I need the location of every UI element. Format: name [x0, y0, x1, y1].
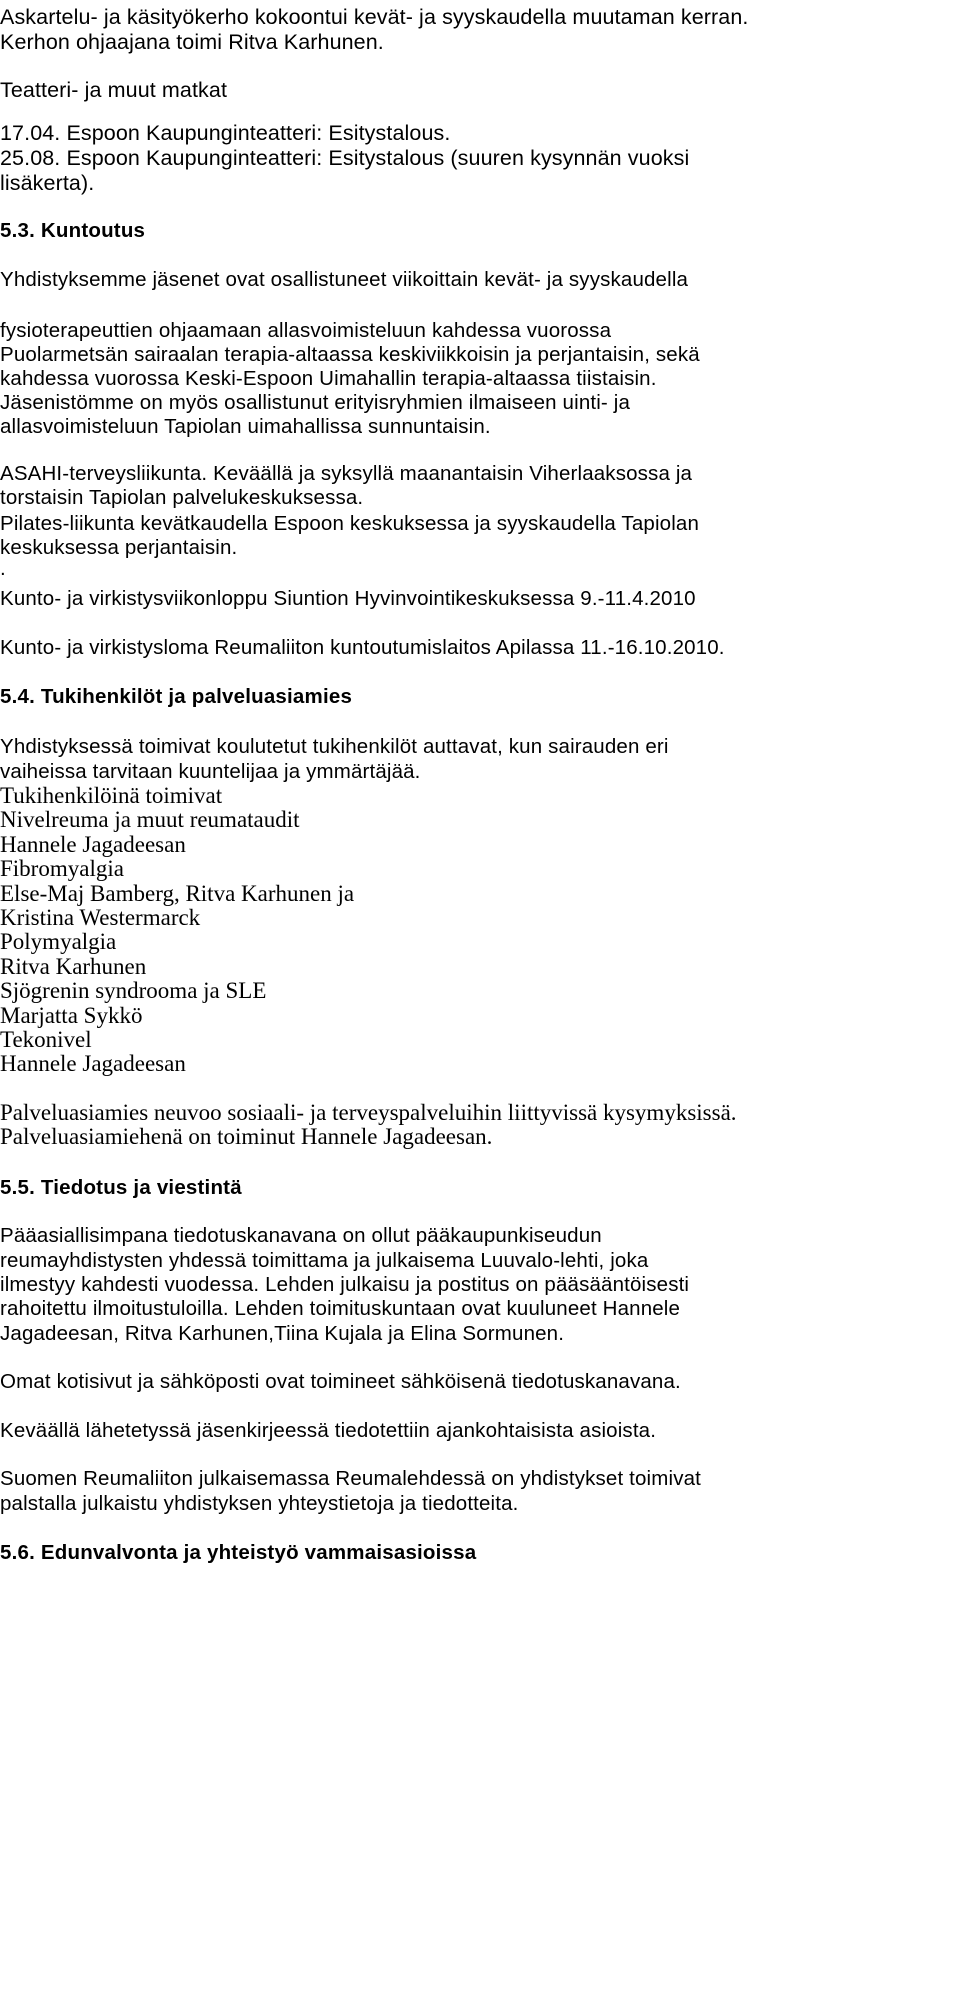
- intro-line: Askartelu- ja käsityökerho kokoontui kevät- ja syyskaudella muutaman kerran.: [0, 5, 749, 29]
- paragraph-line: Yhdistyksemme jäsenet ovat osallistuneet viikoittain kevät- ja syyskaudella: [0, 268, 689, 291]
- section-heading-5-3: 5.3. Kuntoutus: [0, 219, 146, 242]
- paragraph-line: vaiheissa tarvitaan kuuntelijaa ja ymmärtäjää.: [0, 760, 421, 783]
- intro-line: 17.04. Espoon Kaupunginteatteri: Esitystalous.: [0, 121, 451, 145]
- paragraph-line: Pääasiallisimpana tiedotuskanavana on ollut pääkaupunkiseudun: [0, 1224, 602, 1247]
- paragraph-line: Keväällä lähetetyssä jäsenkirjeessä tiedotettiin ajankohtaisista asioista.: [0, 1419, 657, 1442]
- section-heading-5-4: 5.4. Tukihenkilöt ja palveluasiamies: [0, 685, 353, 708]
- paragraph-line: Suomen Reumaliiton julkaisemassa Reumalehdessä on yhdistykset toimivat: [0, 1467, 701, 1490]
- support-list-line: Kristina Westermarck: [0, 905, 201, 930]
- support-list-line: Tukihenkilöinä toimivat: [0, 783, 223, 808]
- support-list-line: Hannele Jagadeesan: [0, 1051, 186, 1076]
- support-list-line: Sjögrenin syndrooma ja SLE: [0, 978, 267, 1003]
- support-list-line: Fibromyalgia: [0, 856, 124, 881]
- support-list-line: Ritva Karhunen: [0, 954, 147, 979]
- paragraph-line: reumayhdistysten yhdessä toimittama ja julkaisema Luuvalo-lehti, joka: [0, 1249, 649, 1272]
- paragraph-line: rahoitettu ilmoitustuloilla. Lehden toimituskuntaan ovat kuuluneet Hannele: [0, 1297, 681, 1320]
- paragraph-line: keskuksessa perjantaisin.: [0, 536, 238, 559]
- paragraph-line: torstaisin Tapiolan palvelukeskuksessa.: [0, 486, 364, 509]
- paragraph-line: ilmestyy kahdesti vuodessa. Lehden julkaisu ja postitus on pääsääntöisesti: [0, 1273, 690, 1296]
- paragraph-line: Yhdistyksessä toimivat koulutetut tukihenkilöt auttavat, kun sairauden eri: [0, 735, 669, 758]
- paragraph-line: Omat kotisivut ja sähköposti ovat toimineet sähköisenä tiedotuskanavana.: [0, 1370, 681, 1393]
- paragraph-line: Pilates-liikunta kevätkaudella Espoon keskuksessa ja syyskaudella Tapiolan: [0, 512, 700, 535]
- intro-line: Teatteri- ja muut matkat: [0, 78, 228, 102]
- support-list-line: Else-Maj Bamberg, Ritva Karhunen ja: [0, 881, 355, 906]
- closing-line: Palveluasiamiehenä on toiminut Hannele Jagadeesan.: [0, 1124, 493, 1149]
- support-list-line: Tekonivel: [0, 1027, 92, 1052]
- paragraph-line: Jäsenistömme on myös osallistunut erityisryhmien ilmaiseen uinti- ja: [0, 391, 630, 414]
- support-list-line: Polymyalgia: [0, 929, 117, 954]
- paragraph-line: Jagadeesan, Ritva Karhunen,Tiina Kujala ja Elina Sormunen.: [0, 1322, 565, 1345]
- intro-line: Kerhon ohjaajana toimi Ritva Karhunen.: [0, 30, 384, 54]
- paragraph-line: Kunto- ja virkistysviikonloppu Siuntion Hyvinvointikeskuksessa 9.-11.4.2010: [0, 587, 696, 610]
- paragraph-line: ASAHI-terveysliikunta. Keväällä ja syksyllä maanantaisin Viherlaaksossa ja: [0, 462, 693, 485]
- intro-line: 25.08. Espoon Kaupunginteatteri: Esitystalous (suuren kysynnän vuoksi: [0, 146, 690, 170]
- paragraph-line: Puolarmetsän sairaalan terapia-altaassa keskiviikkoisin ja perjantaisin, sekä: [0, 343, 700, 366]
- paragraph-line: allasvoimisteluun Tapiolan uimahallissa sunnuntaisin.: [0, 415, 491, 438]
- section-heading-5-5: 5.5. Tiedotus ja viestintä: [0, 1176, 242, 1199]
- section-heading-5-6: 5.6. Edunvalvonta ja yhteistyö vammaisasioissa: [0, 1541, 477, 1564]
- support-list-line: Marjatta Sykkö: [0, 1003, 143, 1028]
- closing-line: Palveluasiamies neuvoo sosiaali- ja terveyspalveluihin liittyvissä kysymyksissä.: [0, 1100, 737, 1125]
- intro-line: lisäkerta).: [0, 171, 95, 195]
- support-list-line: Hannele Jagadeesan: [0, 832, 186, 857]
- paragraph-line: Kunto- ja virkistysloma Reumaliiton kuntoutumislaitos Apilassa 11.-16.10.2010.: [0, 636, 725, 659]
- paragraph-line: kahdessa vuorossa Keski-Espoon Uimahallin terapia-altaassa tiistaisin.: [0, 367, 657, 390]
- paragraph-line: fysioterapeuttien ohjaamaan allasvoimisteluun kahdessa vuorossa: [0, 319, 612, 342]
- paragraph-line: palstalla julkaistu yhdistyksen yhteystietoja ja tiedotteita.: [0, 1492, 519, 1515]
- paragraph-line: .: [0, 557, 6, 580]
- support-list-line: Nivelreuma ja muut reumataudit: [0, 807, 300, 832]
